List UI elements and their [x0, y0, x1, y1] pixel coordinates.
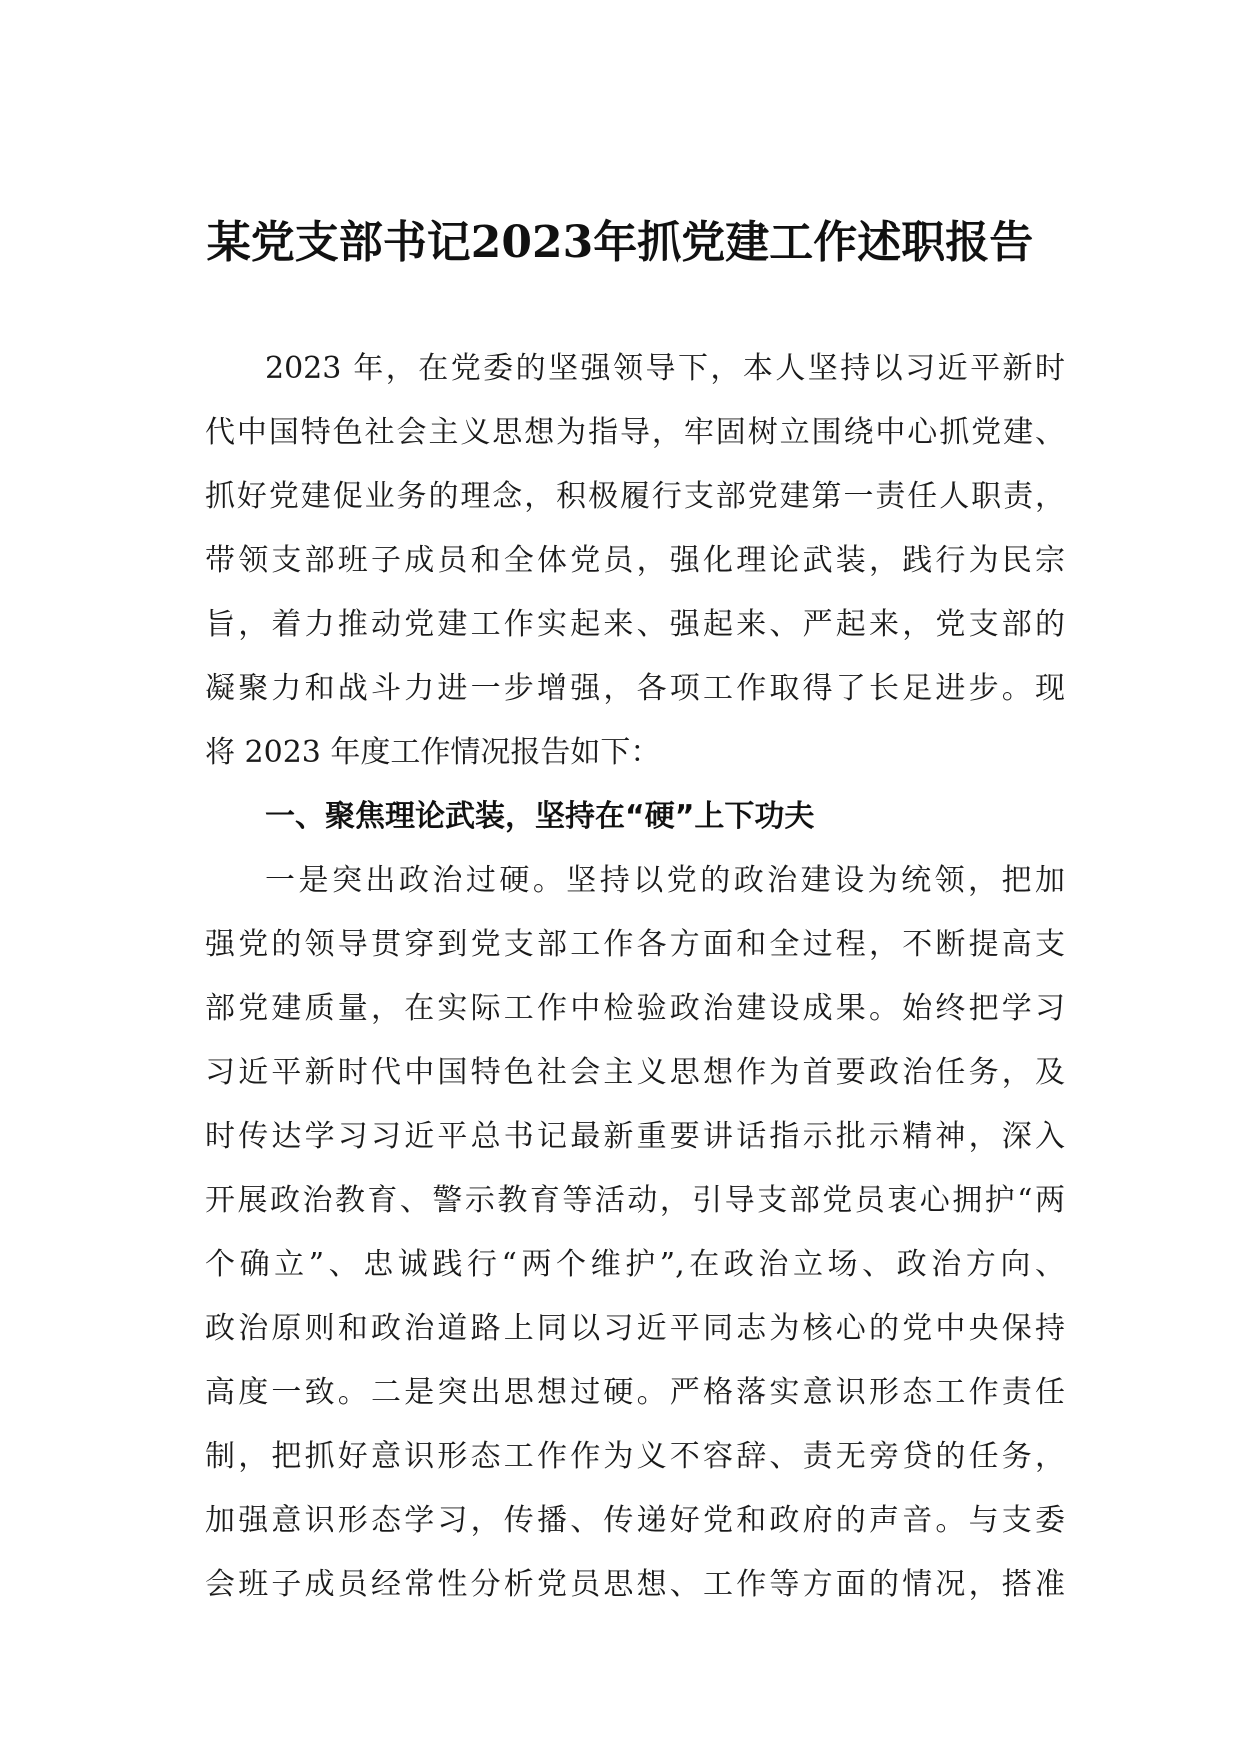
paragraph-line: 政治原则和政治道路上同以习近平同志为核心的党中央保持	[205, 1311, 1065, 1346]
paragraph-line: 部党建质量，在实际工作中检验政治建设成果。始终把学习	[205, 991, 1065, 1026]
paragraph-line: 高度一致。二是突出思想过硬。严格落实意识形态工作责任	[205, 1375, 1065, 1410]
paragraph-line: 旨，着力推动党建工作实起来、强起来、严起来，党支部的	[205, 607, 1065, 642]
paragraph-line: 强党的领导贯穿到党支部工作各方面和全过程，不断提高支	[205, 927, 1065, 962]
paragraph-line: 2023 年，在党委的坚强领导下，本人坚持以习近平新时	[265, 351, 1065, 386]
paragraph-line: 开展政治教育、警示教育等活动，引导支部党员衷心拥护“两	[205, 1183, 1065, 1218]
paragraph-line: 个确立”、忠诚践行“两个维护”,在政治立场、政治方向、	[205, 1247, 1065, 1282]
paragraph-line: 制，把抓好意识形态工作作为义不容辞、责无旁贷的任务，	[205, 1439, 1065, 1474]
paragraph-line: 代中国特色社会主义思想为指导，牢固树立围绕中心抓党建、	[205, 415, 1065, 450]
paragraph-line: 凝聚力和战斗力进一步增强，各项工作取得了长足进步。现	[205, 671, 1065, 706]
section-heading: 一、聚焦理论武装，坚持在“硬”上下功夫	[265, 799, 815, 834]
paragraph-line: 时传达学习习近平总书记最新重要讲话指示批示精神，深入	[205, 1119, 1065, 1154]
paragraph-line: 一是突出政治过硬。坚持以党的政治建设为统领，把加	[265, 863, 1065, 898]
paragraph-line: 抓好党建促业务的理念，积极履行支部党建第一责任人职责，	[205, 479, 1065, 514]
page-title: 某党支部书记2023年抓党建工作述职报告	[206, 217, 1034, 268]
paragraph-line: 带领支部班子成员和全体党员，强化理论武装，践行为民宗	[205, 543, 1065, 578]
paragraph-line: 加强意识形态学习，传播、传递好党和政府的声音。与支委	[205, 1503, 1065, 1538]
document-body	[205, 337, 1065, 1617]
paragraph-line: 习近平新时代中国特色社会主义思想作为首要政治任务，及	[205, 1055, 1065, 1090]
paragraph-line: 将 2023 年度工作情况报告如下：	[205, 735, 661, 770]
paragraph-line: 会班子成员经常性分析党员思想、工作等方面的情况，搭准	[205, 1567, 1065, 1602]
